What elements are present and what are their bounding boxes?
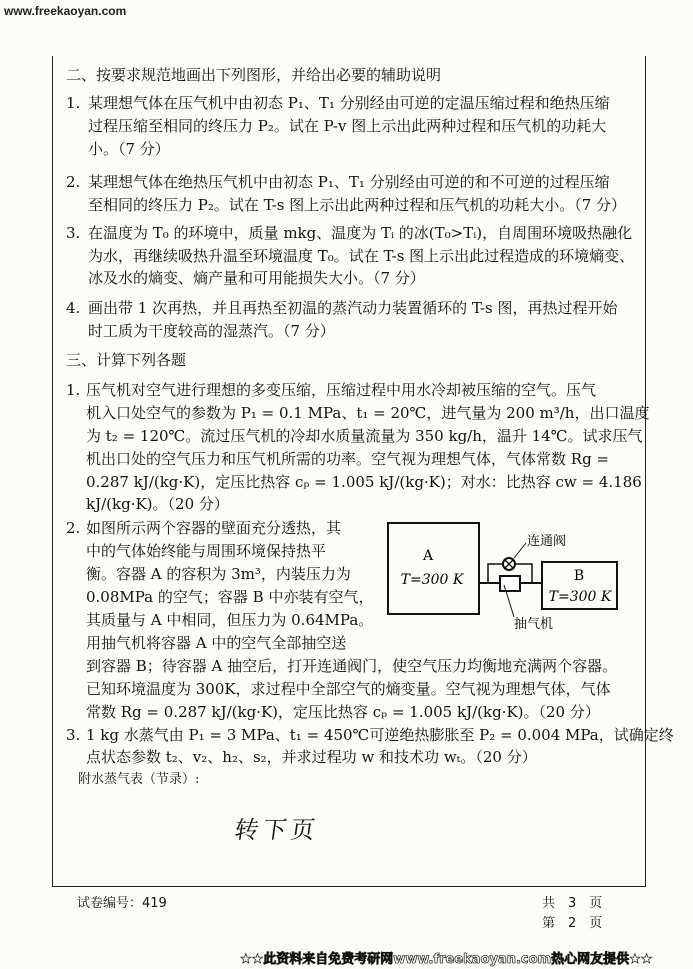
valve-icon	[503, 558, 515, 570]
text-line: 过程压缩至相同的终压力 P₂。试在 P-v 图上示出此两种过程和压气机的功耗大	[88, 117, 607, 135]
label-b-temp: T=300 K	[548, 589, 612, 605]
text-line: 衡。容器 A 的容积为 3m³，内装压力为	[86, 565, 351, 583]
label-b: B	[573, 568, 585, 584]
item-number: 2.	[66, 519, 81, 537]
text-line: 已知环境温度为 300K，求过程中全部空气的熵变量。空气视为理想气体，气体	[86, 680, 611, 698]
paper-number: 试卷编号：419	[77, 896, 167, 911]
text-line: 机入口处空气的参数为 P₁ = 0.1 MPa、t₁ = 20℃，进气量为 200 m³/h，出口温度	[86, 404, 650, 422]
section-2-title: 二、按要求规范地画出下列图形，并给出必要的辅助说明	[66, 66, 442, 84]
text-line: 至相同的终压力 P₂。试在 T-s 图上示出此两种过程和压气机的功耗大小。（7 分）	[88, 196, 627, 214]
text-line: 机出口处的空气压力和压气机所需的功率。空气视为理想气体，气体常数 Rg =	[86, 450, 610, 468]
text-line: 画出带 1 次再热，并且再热至初温的蒸汽动力装置循环的 T-s 图，再热过程开始	[88, 299, 618, 317]
text-line: 在温度为 T₀ 的环境中，质量 mkg、温度为 Tᵢ 的冰(T₀>Tᵢ)，自周围环境吸热融化	[88, 224, 633, 242]
text-line: 中的气体始终能与周围环境保持热平	[86, 542, 327, 560]
container-a	[388, 523, 479, 614]
item-number: 4.	[66, 299, 81, 317]
current-page: 第 2 页	[542, 916, 603, 931]
text-line: 为水，再继续吸热升温至环境温度 T₀。试在 T-s 图上示出此过程造成的环境熵变、	[88, 247, 635, 265]
text-line: 0.287 kJ/(kg·K)，定压比热容 cₚ = 1.005 kJ/(kg·K)；对水：比热容 cw = 4.186	[86, 473, 642, 491]
total-pages: 共 3 页	[542, 896, 603, 911]
steam-table-note: 附水蒸气表（节录）:	[78, 772, 200, 787]
item-number: 1.	[66, 94, 81, 112]
text-line: 点状态参数 t₂、v₂、h₂、s₂，并求过程功 w 和技术功 wₜ。（20 分）	[86, 748, 537, 766]
text-line: 冰及水的熵变、熵产量和可用能损失大小。（7 分）	[88, 269, 425, 287]
text-line: 压气机对空气进行理想的多变压缩，压缩过程中用水冷却被压缩的空气。压气	[86, 381, 597, 399]
section-3-title: 三、计算下列各题	[66, 351, 187, 369]
item-number: 3.	[66, 726, 81, 744]
text-line: 其质量与 A 中相同，但压力为 0.64MPa。	[86, 611, 374, 629]
pump-icon	[500, 576, 520, 591]
source-banner: ★★此资料来自免费考研网www.freekaoyan.com热心网友提供★★	[240, 952, 653, 967]
text-line: 为 t₂ = 120℃。流过压气机的冷却水质量流量为 350 kg/h，温升 14℃。试求压气	[86, 427, 643, 445]
label-a-temp: T=300 K	[400, 572, 464, 588]
item-number: 2.	[66, 173, 81, 191]
item-number: 3.	[66, 224, 81, 242]
item-number: 1.	[66, 381, 81, 399]
site-label: www.freekaoyan.com	[4, 4, 127, 18]
text-line: 0.08MPa 的空气；容器 B 中亦装有空气，	[86, 588, 374, 606]
text-line: 常数 Rg = 0.287 kJ/(kg·K)，定压比热容 cₚ = 1.005 kJ/(kg·K)。（20 分）	[86, 703, 600, 721]
text-line: 1 kg 水蒸气由 P₁ = 3 MPa、t₁ = 450℃可逆绝热膨胀至 P₂ = 0.004 MPa，试确定终	[86, 726, 674, 744]
handwritten-note: 转下页	[232, 816, 321, 844]
text-line: kJ/(kg·K)。（20 分）	[86, 495, 229, 513]
text-line: 时工质为干度较高的湿蒸汽。（7 分）	[88, 322, 335, 340]
label-pump: 抽气机	[514, 617, 554, 632]
text-line: 小。（7 分）	[88, 140, 170, 158]
text-line: 用抽气机将容器 A 中的空气全部抽空送	[86, 634, 347, 652]
text-line: 到容器 B；待容器 A 抽空后，打开连通阀门，使空气压力均衡地充满两个容器。	[86, 657, 618, 675]
text-line: 如图所示两个容器的壁面充分透热，其	[86, 519, 342, 537]
label-a: A	[422, 548, 434, 564]
label-valve: 连通阀	[527, 534, 567, 549]
text-line: 某理想气体在压气机中由初态 P₁、T₁ 分别经由可逆的定温压缩过程和绝热压缩	[88, 94, 610, 112]
leader-line	[514, 543, 526, 558]
text-line: 某理想气体在绝热压气机中由初态 P₁、T₁ 分别经由可逆的和不可逆的过程压缩	[88, 173, 610, 191]
